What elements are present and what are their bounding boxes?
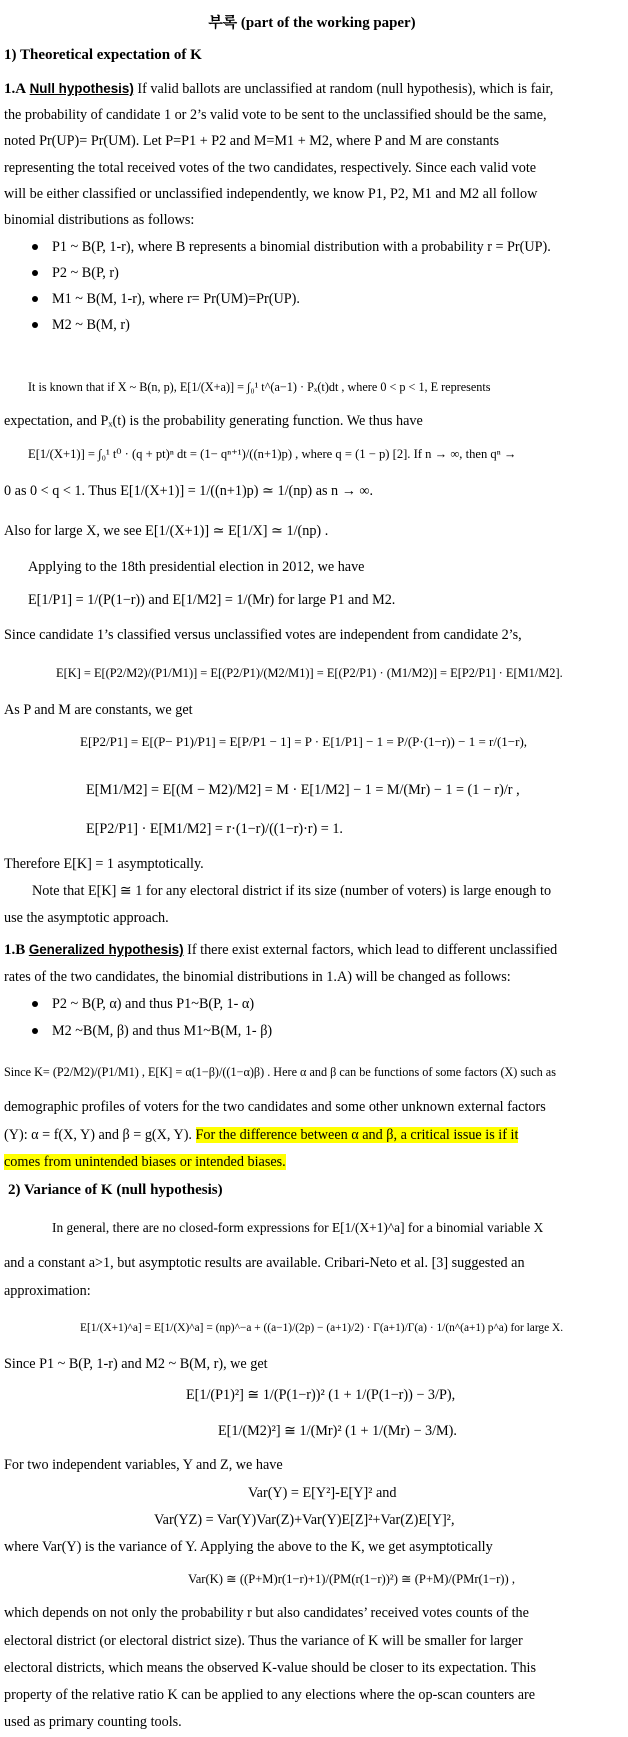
equation-line: E[P2/P1] = E[(P− P1)/P1] = E[P/P1 − 1] = P · E[1/P1] − 1 = P/(P·(1−r)) − 1 = r/(1−r), — [80, 734, 528, 749]
text-line: Therefore E[K] = 1 asymptotically. — [4, 856, 204, 872]
bullet-dot — [32, 322, 38, 328]
bullet-item: M2 ~ B(M, r) — [52, 317, 130, 333]
section-1b-line-2: rates of the two candidates, the binomial distributions in 1.A) will be changed as follows: — [4, 969, 511, 985]
section-1b-text: If there exist external factors, which lead to different unclassified — [187, 942, 558, 958]
equation-line: It is known that if X ~ B(n, p), E[1/(X+a)] = ∫₀¹ t^(a−1) · Pₓ(t)dt , where 0 < p < 1, E represents — [28, 380, 491, 394]
text-line: electoral district (or electoral district size). Thus the variance of K will be smaller for larger — [4, 1633, 523, 1649]
bullet-item: P2 ~ B(P, r) — [52, 265, 119, 281]
equation-line: E[1/P1] = 1/(P(1−r)) and E[1/M2] = 1/(Mr) for large P1 and M2. — [28, 592, 396, 608]
equation-line: Since K= (P2/M2)/(P1/M1) , E[K] = α(1−β)/((1−α)β) . Here α and β can be functions of some factors (X) such as — [4, 1065, 556, 1079]
section-1a-label: 1.A — [4, 81, 27, 97]
text-line: As P and M are constants, we get — [4, 702, 193, 718]
bullet-item: P1 ~ B(P, 1-r), where B represents a binomial distribution with a probability r = Pr(UP). — [52, 239, 551, 255]
equation-line: Var(K) ≅ ((P+M)r(1−r)+1)/(PM(r(1−r))²) ≅ (P+M)/(PMr(1−r)) , — [188, 1572, 515, 1586]
section-1a-line-1 — [4, 80, 553, 98]
bullet-dot — [32, 1028, 38, 1034]
text-line — [4, 1153, 286, 1171]
page-title: 부록 (part of the working paper) — [208, 15, 416, 31]
bullet-dot — [32, 296, 38, 302]
text-line: Since P1 ~ B(P, 1-r) and M2 ~ B(M, r), we get — [4, 1356, 268, 1372]
section-1a-line-4: representing the total received votes of the two candidates, respectively. Since each valid vote — [4, 160, 537, 176]
equation-line: E[1/(P1)²] ≅ 1/(P(1−r))² (1 + 1/(P(1−r)) − 3/P), — [186, 1387, 456, 1403]
text-line: used as primary counting tools. — [4, 1714, 182, 1730]
text-line: Applying to the 18th presidential election in 2012, we have — [28, 559, 365, 575]
text-line: which depends on not only the probability r but also candidates’ received votes counts of the — [4, 1605, 529, 1621]
bullet-item: M1 ~ B(M, 1-r), where r= Pr(UM)=Pr(UP). — [52, 291, 300, 307]
equation-line: E[1/(X+1)] = ∫₀¹ t⁰ · (q + pt)ⁿ dt = (1− qⁿ⁺¹)/((n+1)p) , where q = (1 − p) [2]. If n → ∞, then qⁿ → — [28, 447, 517, 461]
highlighted-text: comes from unintended biases or intended biases. — [4, 1154, 286, 1170]
text-line: and a constant a>1, but asymptotic results are available. Cribari-Neto et al. [3] suggested an — [4, 1255, 525, 1271]
text-line: expectation, and Pₓ(t) is the probability generating function. We thus have — [4, 413, 423, 429]
equation-line: E[M1/M2] = E[(M − M2)/M2] = M · E[1/M2] − 1 = M/(Mr) − 1 = (1 − r)/r , — [86, 782, 520, 798]
text-line: demographic profiles of voters for the two candidates and some other unknown external factors — [4, 1099, 546, 1115]
text-line: For two independent variables, Y and Z, we have — [4, 1457, 283, 1473]
bullet-item: M2 ~B(M, β) and thus M1~B(M, 1- β) — [52, 1023, 273, 1039]
section-1a-line-5: will be either classified or unclassified independently, we know P1, P2, M1 and M2 all follow — [4, 186, 538, 202]
bullet-dot — [32, 270, 38, 276]
section-1a-line-6: binomial distributions as follows: — [4, 212, 195, 228]
equation-line: E[1/(X+1)^a] = E[1/(X)^a] = (np)^−a + ((a−1)/(2p) − (a+1)/2) · Γ(a+1)/Γ(a) · 1/(n^(a+1) p^a) for large X. — [80, 1322, 564, 1334]
section-1a-line-2: the probability of candidate 1 or 2’s valid vote to be sent to the unclassified should be the same, — [4, 107, 547, 123]
section-1a-tag: Null hypothesis) — [29, 81, 134, 96]
section-1-heading: 1) Theoretical expectation of K — [4, 47, 202, 63]
equation-line: E[K] = E[(P2/M2)/(P1/M1)] = E[(P2/P1)/(M2/M1)] = E[(P2/P1) · (M1/M2)] = E[P2/P1] · E[M1/M2]. — [56, 666, 563, 680]
equation-line: Also for large X, we see E[1/(X+1)] ≃ E[1/X] ≃ 1/(np) . — [4, 523, 329, 539]
highlighted-text: For the difference between α and β, a critical issue is if it — [195, 1127, 519, 1143]
bullet-dot — [32, 244, 38, 250]
text-line: where Var(Y) is the variance of Y. Applying the above to the K, we get asymptotically — [4, 1539, 493, 1555]
equation-line: E[1/(M2)²] ≅ 1/(Mr)² (1 + 1/(Mr) − 3/M). — [218, 1423, 457, 1439]
section-1b-line-1 — [4, 941, 557, 959]
text-line: approximation: — [4, 1283, 91, 1299]
bullet-dot — [32, 1001, 38, 1007]
section-1b-label: 1.B — [4, 942, 26, 958]
text-line: Since candidate 1’s classified versus unclassified votes are independent from candidate 2’s, — [4, 627, 522, 643]
section-1a-line-3: noted Pr(UP)= Pr(UM). Let P=P1 + P2 and M=M1 + M2, where P and M are constants — [4, 133, 500, 149]
equation-line: Var(YZ) = Var(Y)Var(Z)+Var(Y)E[Z]²+Var(Z)E[Y]², — [154, 1512, 455, 1528]
text-line: Note that E[K] ≅ 1 for any electoral district if its size (number of voters) is large enough to — [32, 883, 552, 899]
text-line: In general, there are no closed-form expressions for E[1/(X+1)^a] for a binomial variable X — [52, 1220, 544, 1235]
section-1a-text: If valid ballots are unclassified at random (null hypothesis), which is fair, — [137, 81, 554, 97]
text-line: electoral districts, which means the observed K-value should be closer to its expectation. This — [4, 1660, 537, 1676]
text-span: (Y): α = f(X, Y) and β = g(X, Y). — [4, 1127, 192, 1143]
equation-line: 0 as 0 < q < 1. Thus E[1/(X+1)] = 1/((n+1)p) ≃ 1/(np) as n → ∞. — [4, 483, 374, 499]
text-line: property of the relative ratio K can be applied to any elections where the op-scan counters are — [4, 1687, 536, 1703]
section-2-heading: 2) Variance of K (null hypothesis) — [8, 1182, 223, 1198]
bullet-item: P2 ~ B(P, α) and thus P1~B(P, 1- α) — [52, 996, 255, 1012]
text-line: use the asymptotic approach. — [4, 910, 169, 926]
equation-line: E[P2/P1] · E[M1/M2] = r·(1−r)/((1−r)·r) = 1. — [86, 821, 343, 837]
equation-line: Var(Y) = E[Y²]-E[Y]² and — [248, 1485, 397, 1501]
text-line — [4, 1126, 518, 1144]
section-1b-tag: Generalized hypothesis) — [28, 942, 184, 957]
